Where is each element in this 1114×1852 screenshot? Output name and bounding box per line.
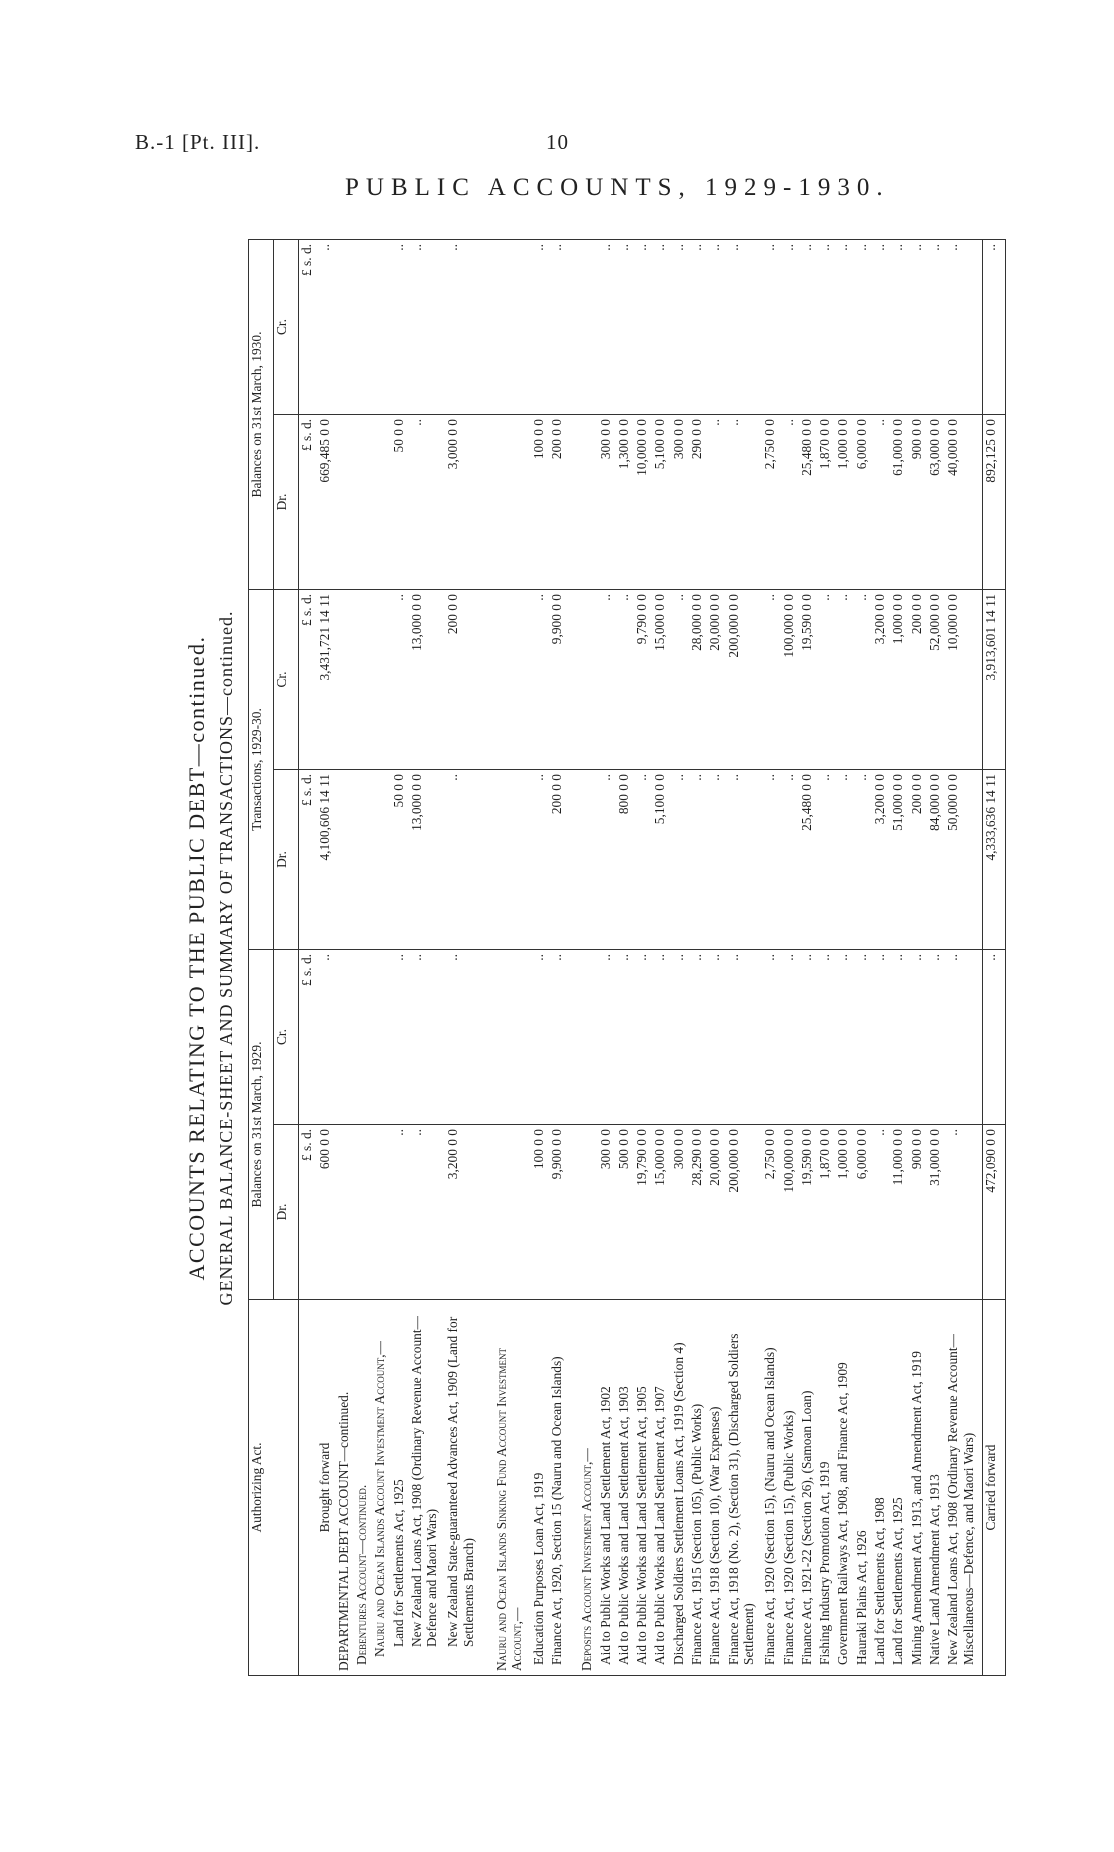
amount-cell-tcr [372,590,390,770]
amount-cell-b30cr [336,240,354,415]
amount-cell-tdr: 84,000 0 0 [927,770,945,950]
amount-cell-b29cr: .. [799,950,817,1125]
amount-cell-b29dr: 300 0 0 [671,1125,689,1300]
authorizing-act-cell: Land for Settlements Act, 1925 [391,1300,409,1676]
amount-cell-b29dr [494,1125,531,1300]
amount-cell-b29cr: .. [927,950,945,1125]
amount-cell-b29cr: .. [762,950,780,1125]
authorizing-act-cell: Finance Act, 1920, Section 15 (Nauru and Ocean Islands) [549,1300,567,1676]
amount-cell-tdr: .. [817,770,835,950]
amount-cell-b30cr: .. [445,240,482,415]
amount-cell-tcr: 3,200 0 0 [872,590,890,770]
amount-cell-b30cr [354,240,372,415]
units-label: £ s. d. [299,950,318,1125]
amount-cell-tdr [336,770,354,950]
amount-cell-b29cr: .. [781,950,799,1125]
amount-cell-b30dr: 1,000 0 0 [835,415,853,590]
amount-cell-b30dr: 300 0 0 [598,415,616,590]
amount-cell-b29dr: 1,000 0 0 [835,1125,853,1300]
amount-cell-tdr: 50,000 0 0 [945,770,982,950]
table-row [391,240,409,1676]
amount-cell-b29cr: .. [549,950,567,1125]
authorizing-act-cell: Aid to Public Works and Land Settlement Act, 1907 [652,1300,670,1676]
authorizing-act-cell: Land for Settlements Act, 1908 [872,1300,890,1676]
amount-cell-b30dr: 290 0 0 [689,415,707,590]
cr-header: Cr. [274,240,299,415]
table-row [799,240,817,1676]
amount-cell-tdr: .. [781,770,799,950]
table-row [671,240,689,1676]
table-row [531,240,549,1676]
amount-cell-b29cr: .. [909,950,927,1125]
authorizing-act-cell [567,1300,579,1676]
amount-cell-b29dr: 2,750 0 0 [762,1125,780,1300]
amount-cell-b30dr: 200 0 0 [549,415,567,590]
amount-cell-tdr [482,770,494,950]
amount-cell-b30cr: .. [671,240,689,415]
table-row [726,240,763,1676]
amount-cell-b30cr: .. [762,240,780,415]
amount-cell-b30dr: 25,480 0 0 [799,415,817,590]
table-row [494,240,531,1676]
amount-cell-b30dr: 5,100 0 0 [652,415,670,590]
amount-cell-tdr: 51,000 0 0 [890,770,908,950]
dr-header: Dr. [274,770,299,950]
amount-cell-b29cr: .. [945,950,982,1125]
table-row [707,240,725,1676]
amount-cell-b30dr: 3,000 0 0 [445,415,482,590]
amount-cell-b30cr: .. [872,240,890,415]
amount-cell-tdr [372,770,390,950]
amount-cell-b30cr: .. [927,240,945,415]
amount-cell-b29dr: 3,200 0 0 [445,1125,482,1300]
table-row [598,240,616,1676]
amount-cell-b29cr [567,950,579,1125]
authorizing-act-cell: New Zealand Loans Act, 1908 (Ordinary Revenue Account—Miscellaneous—Defence, and Maori Wars) [945,1300,982,1676]
amount-cell-tcr: 100,000 0 0 [781,590,799,770]
table-row [409,240,446,1676]
amount-cell-b30dr: 61,000 0 0 [890,415,908,590]
table-row [372,240,390,1676]
amount-cell-tcr: 200 0 0 [445,590,482,770]
page-title: PUBLIC ACCOUNTS, 1929-1930. [345,174,890,201]
authorizing-act-header: Authorizing Act. [249,1300,299,1676]
amount-cell-b29dr: 300 0 0 [598,1125,616,1300]
amount-cell-b30dr: 63,000 0 0 [927,415,945,590]
amount-cell-tdr: .. [598,770,616,950]
amount-cell-b30dr: 669,485 0 0 [317,415,335,590]
amount-cell-tdr [579,770,597,950]
authorizing-act-cell: Mining Amendment Act, 1913, and Amendment Act, 1919 [909,1300,927,1676]
table-heading: ACCOUNTS RELATING TO THE PUBLIC DEBT—continued. [184,635,209,1281]
amount-cell-tcr: 200,000 0 0 [726,590,763,770]
amount-cell-b29cr: .. [817,950,835,1125]
amount-cell-b30cr: .. [391,240,409,415]
amount-cell-tcr [482,590,494,770]
table-row [854,240,872,1676]
amount-cell-tdr [354,770,372,950]
amount-cell-tdr: 4,333,636 14 11 [983,770,1006,950]
amount-cell-tdr: .. [634,770,652,950]
authorizing-act-cell: Carried forward [983,1300,1006,1676]
amount-cell-tdr: .. [726,770,763,950]
amount-cell-b30dr: 1,300 0 0 [616,415,634,590]
table-row [336,240,354,1676]
authorizing-act-cell: Nauru and Ocean Islands Sinking Fund Account Investment Account,— [494,1300,531,1676]
amount-cell-tcr: .. [671,590,689,770]
amount-cell-b30dr: .. [707,415,725,590]
amount-cell-b29cr [354,950,372,1125]
amount-cell-tcr: 28,000 0 0 [689,590,707,770]
authorizing-act-cell: Nauru and Ocean Islands Account Investment Account,— [372,1300,390,1676]
authorizing-act-cell: Aid to Public Works and Land Settlement Act, 1905 [634,1300,652,1676]
amount-cell-b30cr: .. [983,240,1006,415]
amount-cell-b29dr: 31,000 0 0 [927,1125,945,1300]
amount-cell-b30cr: .. [317,240,335,415]
amount-cell-tcr [354,590,372,770]
table-row [781,240,799,1676]
amount-cell-b30dr: .. [872,415,890,590]
amount-cell-b29dr [336,1125,354,1300]
authorizing-act-cell: New Zealand State-guaranteed Advances Act, 1909 (Land for Settlements Branch) [445,1300,482,1676]
amount-cell-tdr: .. [445,770,482,950]
amount-cell-b29cr: .. [652,950,670,1125]
amount-cell-tdr: 13,000 0 0 [409,770,446,950]
amount-cell-tdr: 5,100 0 0 [652,770,670,950]
amount-cell-b29dr [372,1125,390,1300]
cr-header: Cr. [274,590,299,770]
units-label: £ s. d. [299,1125,318,1300]
amount-cell-b30cr [579,240,597,415]
amount-cell-b29dr: 200,000 0 0 [726,1125,763,1300]
amount-cell-b30dr: 2,750 0 0 [762,415,780,590]
authorizing-act-cell: Debentures Account—continued. [354,1300,372,1676]
amount-cell-b29cr: .. [726,950,763,1125]
amount-cell-tdr [567,770,579,950]
amount-cell-b30cr: .. [531,240,549,415]
amount-cell-b29cr: .. [598,950,616,1125]
rotated-table-section [178,240,1008,1676]
amount-cell-b29cr: .. [317,950,335,1125]
amount-cell-tdr: 25,480 0 0 [799,770,817,950]
amount-cell-b29cr: .. [671,950,689,1125]
table-row [689,240,707,1676]
amount-cell-tdr: 4,100,606 14 11 [317,770,335,950]
table-row [652,240,670,1676]
amount-cell-b29dr: 500 0 0 [616,1125,634,1300]
amount-cell-b29dr: 6,000 0 0 [854,1125,872,1300]
amount-cell-tcr: .. [531,590,549,770]
amount-cell-tdr: .. [689,770,707,950]
amount-cell-b29dr: 472,090 0 0 [983,1125,1006,1300]
amount-cell-b29dr: 9,900 0 0 [549,1125,567,1300]
cr-header: Cr. [274,950,299,1125]
amount-cell-b29dr: 15,000 0 0 [652,1125,670,1300]
table-row [567,240,579,1676]
table-row [482,240,494,1676]
amount-cell-tcr: 52,000 0 0 [927,590,945,770]
dr-header: Dr. [274,1125,299,1300]
amount-cell-b29cr: .. [872,950,890,1125]
authorizing-act-cell: Aid to Public Works and Land Settlement Act, 1902 [598,1300,616,1676]
amount-cell-tcr: 3,431,721 14 11 [317,590,335,770]
table-row [909,240,927,1676]
transactions-header: Transactions, 1929-30. [249,590,274,950]
authorizing-act-cell: Finance Act, 1918 (Section 10), (War Expenses) [707,1300,725,1676]
amount-cell-b30dr: 900 0 0 [909,415,927,590]
amount-cell-b29dr: 19,790 0 0 [634,1125,652,1300]
amount-cell-tcr: 19,590 0 0 [799,590,817,770]
amount-cell-b30cr: .. [598,240,616,415]
amount-cell-tcr [567,590,579,770]
amount-cell-tcr [494,590,531,770]
amount-cell-tcr: .. [835,590,853,770]
amount-cell-b29dr: 20,000 0 0 [707,1125,725,1300]
authorizing-act-cell: Native Land Amendment Act, 1913 [927,1300,945,1676]
amount-cell-b29dr: 11,000 0 0 [890,1125,908,1300]
amount-cell-b29dr [567,1125,579,1300]
amount-cell-b29cr [494,950,531,1125]
authorizing-act-cell: Government Railways Act, 1908, and Finance Act, 1909 [835,1300,853,1676]
authorizing-act-cell: Deposits Account Investment Account,— [579,1300,597,1676]
amount-cell-b29dr: 900 0 0 [909,1125,927,1300]
table-row [927,240,945,1676]
amount-cell-tdr: 3,200 0 0 [872,770,890,950]
table-row [890,240,908,1676]
authorizing-act-cell: Finance Act, 1915 (Section 105), (Public Works) [689,1300,707,1676]
amount-cell-b29cr: .. [531,950,549,1125]
amount-cell-b30cr: .. [835,240,853,415]
amount-cell-b29dr [579,1125,597,1300]
authorizing-act-cell: Finance Act, 1920 (Section 15), (Public Works) [781,1300,799,1676]
amount-cell-tdr: 800 0 0 [616,770,634,950]
amount-cell-b29dr [354,1125,372,1300]
amount-cell-b29dr: 100 0 0 [531,1125,549,1300]
amount-cell-tcr [579,590,597,770]
amount-cell-b29dr: .. [945,1125,982,1300]
amount-cell-b29cr: .. [707,950,725,1125]
amount-cell-b29dr: 28,290 0 0 [689,1125,707,1300]
amount-cell-b30cr: .. [707,240,725,415]
amount-cell-b30cr: .. [689,240,707,415]
amount-cell-b30cr: .. [409,240,446,415]
units-row [299,240,318,1676]
amount-cell-b30cr: .. [945,240,982,415]
units-label: £ s. d. [299,415,318,590]
amount-cell-b30cr: .. [652,240,670,415]
table-row [317,240,335,1676]
amount-cell-b30dr: 10,000 0 0 [634,415,652,590]
amount-cell-tcr [336,590,354,770]
amount-cell-b30cr: .. [634,240,652,415]
amount-cell-b30cr [372,240,390,415]
table-row [817,240,835,1676]
amount-cell-b30dr [567,415,579,590]
amount-cell-b30cr: .. [549,240,567,415]
amount-cell-b29cr: .. [616,950,634,1125]
amount-cell-tdr: .. [854,770,872,950]
authorizing-act-cell: Aid to Public Works and Land Settlement Act, 1903 [616,1300,634,1676]
authorizing-act-cell: Hauraki Plains Act, 1926 [854,1300,872,1676]
amount-cell-b30cr [494,240,531,415]
amount-cell-b29cr: .. [890,950,908,1125]
table-row [835,240,853,1676]
amount-cell-b30cr [482,240,494,415]
authorizing-act-cell: Fishing Industry Promotion Act, 1919 [817,1300,835,1676]
amount-cell-b30dr: .. [409,415,446,590]
amount-cell-tcr: 3,913,601 14 11 [983,590,1006,770]
units-label: £ s. d. [299,770,318,950]
amount-cell-b29cr [482,950,494,1125]
amount-cell-b30dr: .. [781,415,799,590]
authorizing-act-cell: Education Purposes Loan Act, 1919 [531,1300,549,1676]
amount-cell-b29cr [372,950,390,1125]
amount-cell-tcr: .. [854,590,872,770]
table-row [549,240,567,1676]
amount-cell-tdr: 200 0 0 [909,770,927,950]
amount-cell-tcr: 20,000 0 0 [707,590,725,770]
amount-cell-tcr: 200 0 0 [909,590,927,770]
amount-cell-b30dr [579,415,597,590]
table-row [762,240,780,1676]
amount-cell-b30cr: .. [909,240,927,415]
amount-cell-b30cr: .. [726,240,763,415]
page-number: 10 [546,130,569,154]
total-row [983,240,1006,1676]
amount-cell-b30cr: .. [890,240,908,415]
amount-cell-tdr: .. [671,770,689,950]
amount-cell-b29dr: 600 0 0 [317,1125,335,1300]
amount-cell-b30dr [372,415,390,590]
amount-cell-tcr: 15,000 0 0 [652,590,670,770]
amount-cell-b29dr: .. [391,1125,409,1300]
amount-cell-tcr: 1,000 0 0 [890,590,908,770]
amount-cell-b29cr [579,950,597,1125]
balances-1929-header: Balances on 31st March, 1929. [249,950,274,1300]
amount-cell-b30cr: .. [799,240,817,415]
amount-cell-b29dr: 100,000 0 0 [781,1125,799,1300]
authorizing-act-cell: Discharged Soldiers Settlement Loans Act, 1919 (Section 4) [671,1300,689,1676]
amount-cell-b30cr [567,240,579,415]
amount-cell-tcr: .. [817,590,835,770]
units-label: £ s. d. [299,240,318,415]
amount-cell-b30dr [354,415,372,590]
authorizing-act-cell [482,1300,494,1676]
amount-cell-tdr: .. [531,770,549,950]
table-row [634,240,652,1676]
authorizing-act-cell: Finance Act, 1920 (Section 15), (Nauru and Ocean Islands) [762,1300,780,1676]
amount-cell-b29dr [482,1125,494,1300]
balance-sheet-table [248,239,1006,1676]
amount-cell-b29cr: .. [445,950,482,1125]
amount-cell-b29cr: .. [409,950,446,1125]
units-label: £ s. d. [299,590,318,770]
amount-cell-b30dr: 6,000 0 0 [854,415,872,590]
amount-cell-b30dr: .. [726,415,763,590]
amount-cell-tdr: 200 0 0 [549,770,567,950]
amount-cell-b30dr: 40,000 0 0 [945,415,982,590]
amount-cell-b30dr: 100 0 0 [531,415,549,590]
amount-cell-b29cr: .. [391,950,409,1125]
amount-cell-b30cr: .. [781,240,799,415]
amount-cell-b29cr: .. [983,950,1006,1125]
authorizing-act-cell: Finance Act, 1921-22 (Section 26), (Samoan Loan) [799,1300,817,1676]
table-row [445,240,482,1676]
amount-cell-b29cr: .. [634,950,652,1125]
amount-cell-b29cr: .. [835,950,853,1125]
amount-cell-b29dr: .. [872,1125,890,1300]
amount-cell-b30cr: .. [616,240,634,415]
amount-cell-b29dr: 19,590 0 0 [799,1125,817,1300]
table-row [872,240,890,1676]
amount-cell-b29cr: .. [689,950,707,1125]
amount-cell-tdr: .. [835,770,853,950]
amount-cell-tcr: 9,900 0 0 [549,590,567,770]
amount-cell-tdr [494,770,531,950]
amount-cell-b29dr: 1,870 0 0 [817,1125,835,1300]
amount-cell-b30cr: .. [817,240,835,415]
amount-cell-b30dr [336,415,354,590]
amount-cell-b30dr: 892,125 0 0 [983,415,1006,590]
amount-cell-b30dr: 1,870 0 0 [817,415,835,590]
table-body [299,240,1006,1676]
amount-cell-tcr: 13,000 0 0 [409,590,446,770]
amount-cell-tcr: 9,790 0 0 [634,590,652,770]
authorizing-act-cell: Brought forward [317,1300,335,1676]
table-row [579,240,597,1676]
page-reference: B.-1 [Pt. III]. [135,130,261,154]
authorizing-act-cell: DEPARTMENTAL DEBT ACCOUNT—continued. [336,1300,354,1676]
amount-cell-b29dr: .. [409,1125,446,1300]
amount-cell-tdr: .. [762,770,780,950]
amount-cell-tdr: .. [707,770,725,950]
amount-cell-tdr: 50 0 0 [391,770,409,950]
amount-cell-b30dr [494,415,531,590]
dr-header: Dr. [274,415,299,590]
table-subheading: GENERAL BALANCE-SHEET AND SUMMARY OF TRANSACTIONS—continued. [216,610,236,1306]
table-row [354,240,372,1676]
table-row [616,240,634,1676]
amount-cell-b30dr [482,415,494,590]
amount-cell-b29cr: .. [854,950,872,1125]
authorizing-act-cell: Finance Act, 1918 (No. 2), (Section 31), (Discharged Soldiers Settlement) [726,1300,763,1676]
amount-cell-b30dr: 300 0 0 [671,415,689,590]
authorizing-act-cell: New Zealand Loans Act, 1908 (Ordinary Revenue Account—Defence and Maori Wars) [409,1300,446,1676]
amount-cell-tcr: .. [598,590,616,770]
amount-cell-tcr: .. [391,590,409,770]
amount-cell-b30cr: .. [854,240,872,415]
table-row [945,240,982,1676]
authorizing-act-cell: Land for Settlements Act, 1925 [890,1300,908,1676]
amount-cell-tcr: .. [762,590,780,770]
amount-cell-tcr: .. [616,590,634,770]
amount-cell-b30dr: 50 0 0 [391,415,409,590]
amount-cell-tcr: 10,000 0 0 [945,590,982,770]
balances-1930-header: Balances on 31st March, 1930. [249,240,274,590]
amount-cell-b29cr [336,950,354,1125]
